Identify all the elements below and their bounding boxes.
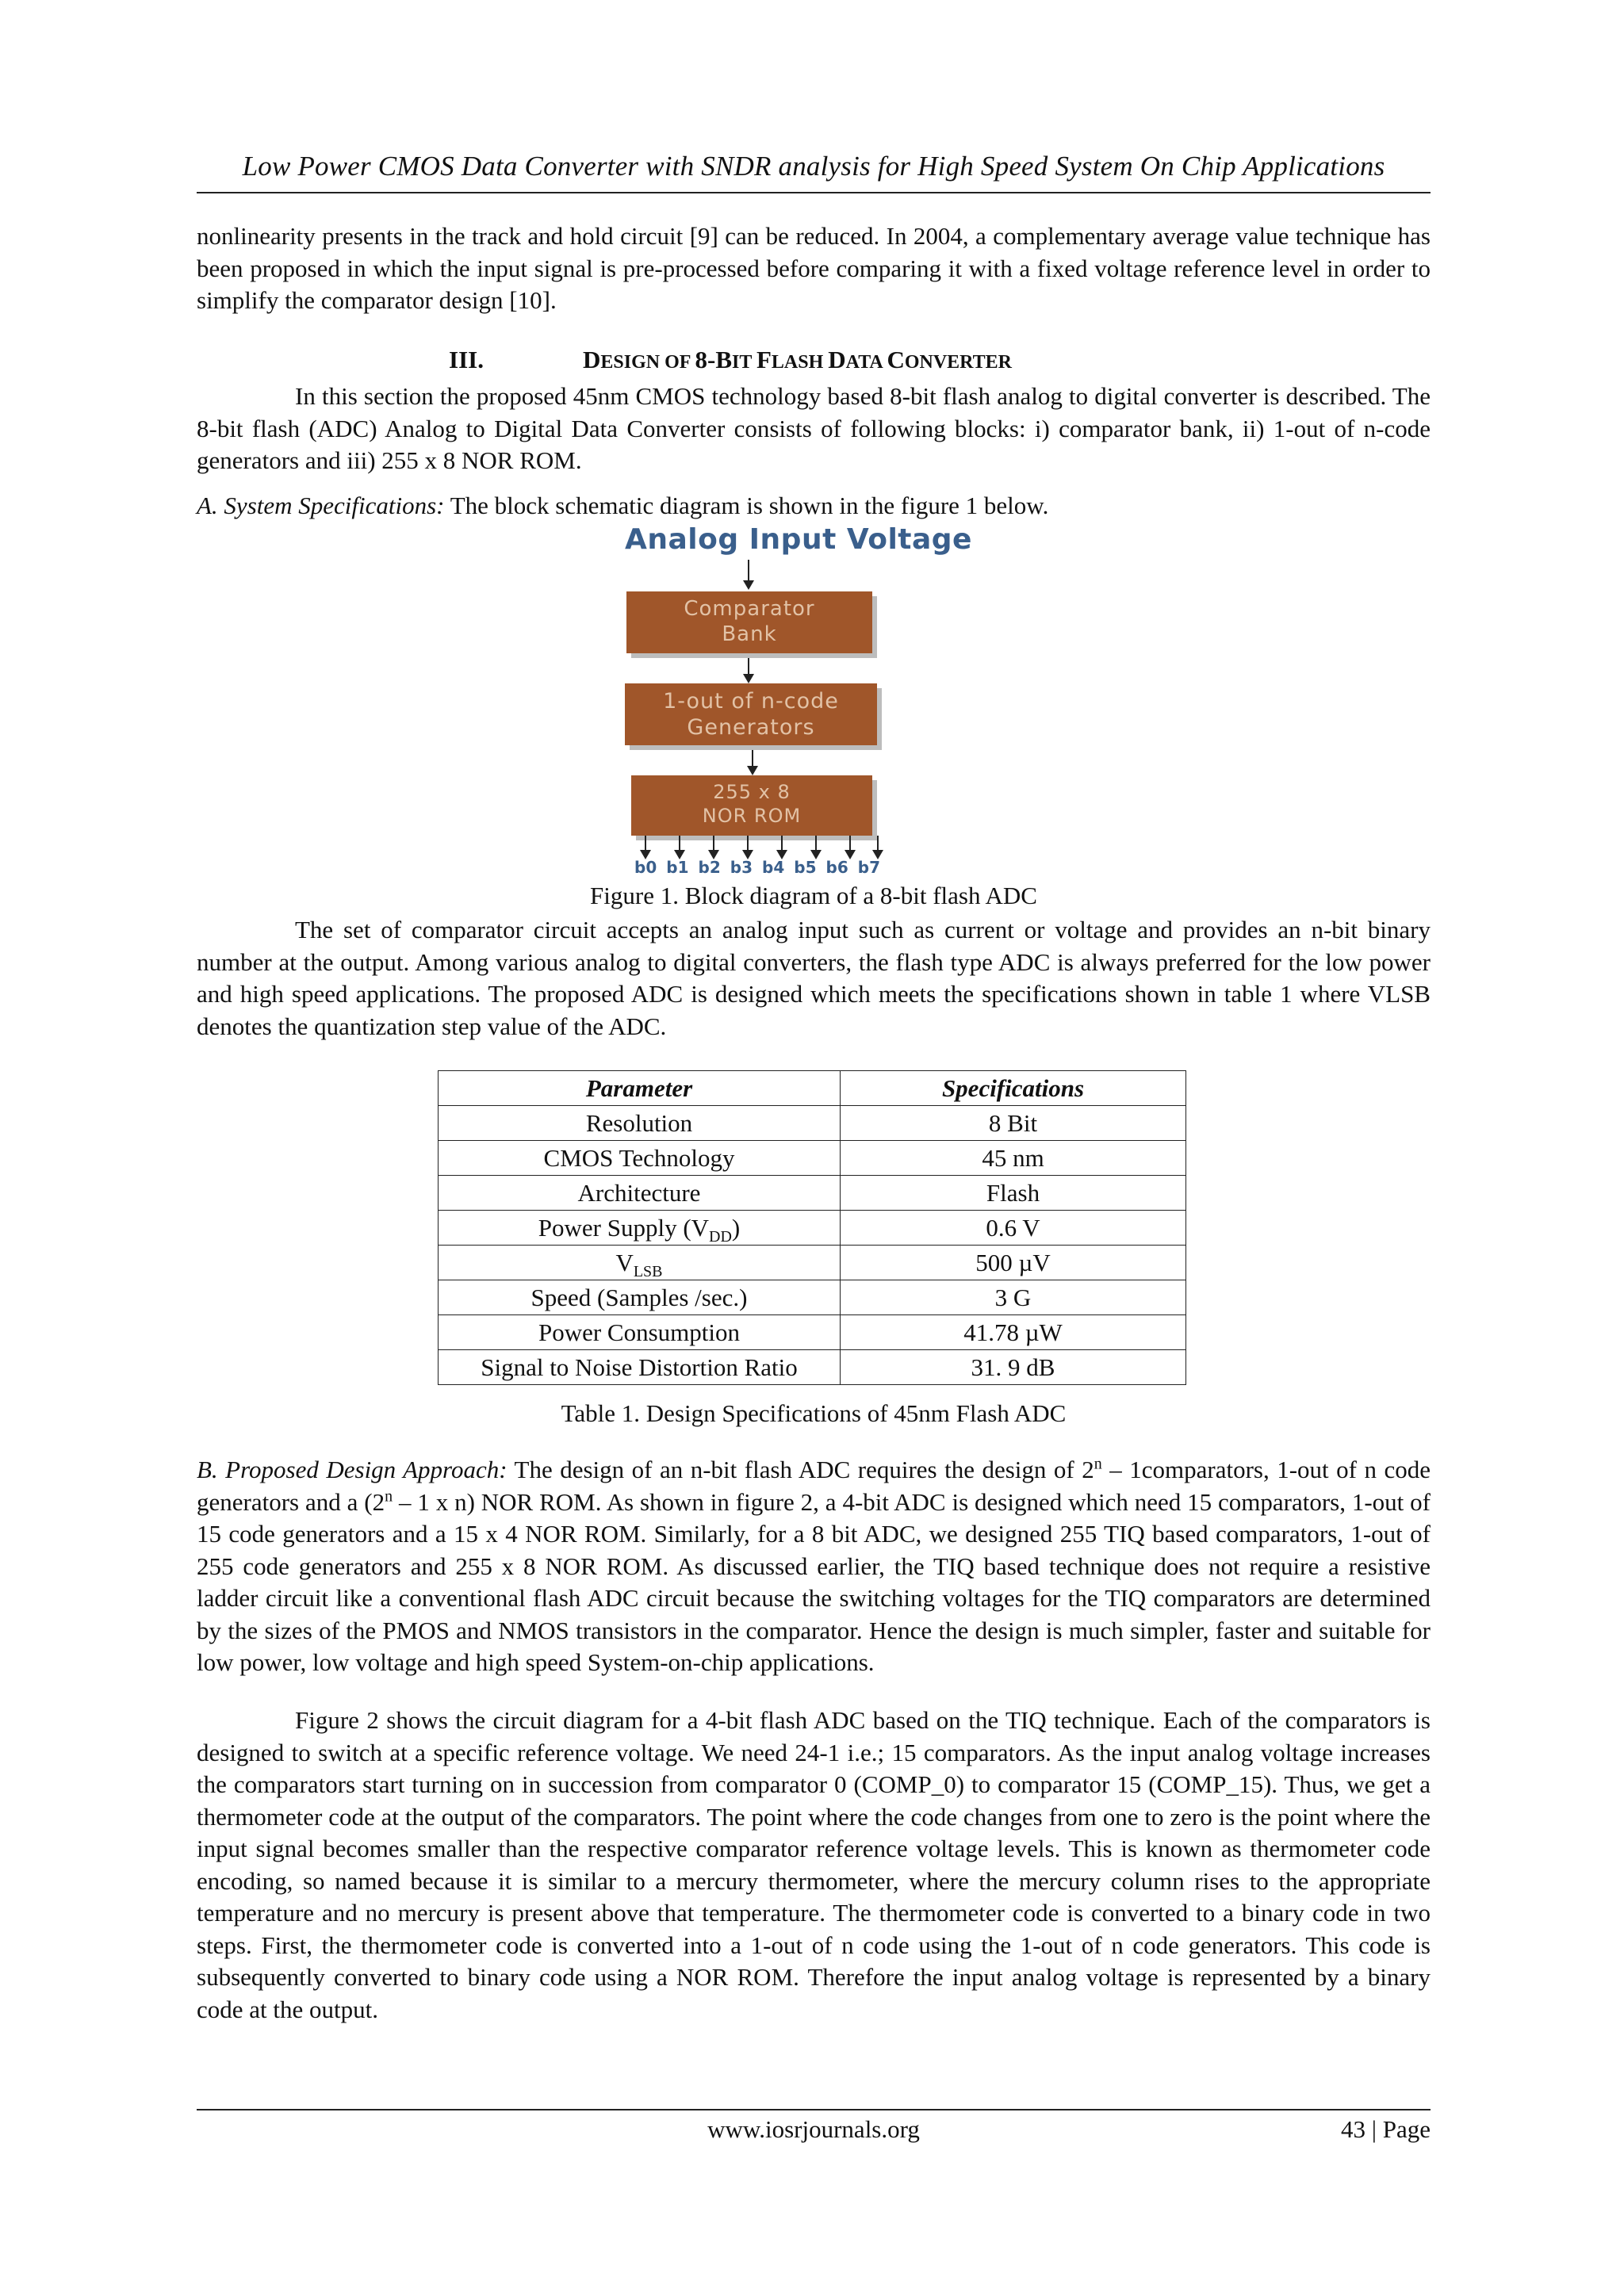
arrowhead-input [743, 580, 754, 590]
table-cell: 8 Bit [841, 1106, 1186, 1141]
output-arrow [815, 836, 817, 851]
arrow-1 [748, 658, 749, 675]
table-row [439, 1176, 1186, 1211]
table-cell: Power Supply $(V_{DD})$ [439, 1211, 841, 1246]
output-arrow [645, 836, 646, 851]
figure-caption: Figure 1. Block diagram of a 8-bit flash ADC [590, 882, 1037, 909]
table-cell: Signal to Noise Distortion Ratio [439, 1350, 841, 1385]
table-row [439, 1280, 1186, 1315]
final-paragraph: Figure 2 shows the circuit diagram for a 4-bit flash ADC based on the TIQ technique. Each of the comparators is designed to switch at a specific reference voltage. We need 24-1 i.e.; 15 comparators. As the input analog voltage increases the comparators start turning on in succession from comparator 0 (COMP_0) to comparator 15 (COMP_15). Thus, we get a thermometer code at the output of the comparators. The point where the code changes from one to zero is the point where the input signal becomes smaller than the respective comparator reference voltage levels. This is known as thermometer code encoding, so named because it is similar to a mercury thermometer, where the mercury column rises to the appropriate temperature and no mercury is present above that temperature. The thermometer code is converted to a binary code in two steps. First, the thermometer code is converted into a 1-out of n code using the 1-out of n code generators. This code is subsequently converted to binary code using a NOR ROM. Therefore the input analog voltage is represented by a binary code at the output. [197, 1706, 1431, 2023]
subsection-a-text: The block schematic diagram is shown in the figure 1 below. [444, 492, 1049, 519]
output-arrow [877, 836, 879, 851]
comparator-bank-block: Comparator Bank [626, 591, 872, 653]
figure-input-label: Analog Input Voltage [625, 523, 972, 556]
table-row [439, 1246, 1186, 1280]
table-header: Specifications [841, 1071, 1186, 1106]
table-cell: Speed (Samples /sec.) [439, 1280, 841, 1315]
table-cell: Power Consumption [439, 1315, 841, 1350]
output-bit-labels [634, 858, 880, 880]
table-header: Parameter [439, 1071, 841, 1106]
section-title: DESIGN OF 8-BIT FLASH DATA CONVERTER [583, 346, 1013, 373]
table-cell: 41.78 µW [841, 1315, 1186, 1350]
output-arrow [679, 836, 680, 851]
table-cell: 45 nm [841, 1141, 1186, 1176]
arrow-input [748, 560, 749, 582]
output-arrow [781, 836, 783, 851]
bit-label: b2 [698, 858, 721, 877]
footer-rule [197, 2109, 1431, 2110]
intro-paragraph: nonlinearity presents in the track and hold circuit [9] can be reduced. In 2004, a complementary average value technique has been proposed in which the input signal is pre-processed before comparing it with a fixed voltage reference level in order to simplify the comparator design [10]. [197, 222, 1431, 314]
bit-label: b4 [762, 858, 785, 877]
specifications-table [438, 1070, 1186, 1385]
arrowhead-2 [747, 766, 758, 775]
table-row [439, 1350, 1186, 1385]
figure-discussion-paragraph: The set of comparator circuit accepts an analog input such as current or voltage and provides an n-bit binary number at the output. Among various analog to digital converters, the flash type ADC is always preferred for the low power and high speed applications. The proposed ADC is designed which meets the specifications shown in table 1 where VLSB denotes the quantization step value of the ADC. [197, 916, 1431, 1040]
table-cell: 3 G [841, 1280, 1186, 1315]
bit-label: b5 [794, 858, 817, 877]
table-cell: Architecture [439, 1176, 841, 1211]
subsection-b-paragraph: B. Proposed Design Approach: The design of an n-bit flash ADC requires the design of 2$^n$ – 1comparators, 1-out of n code generators and a (2$^n$ – 1 x n) NOR ROM. As shown in figure 2, a 4-bit ADC is designed which need 15 comparators, 1-out of 15 code generators and a 15 x 4 NOR ROM. Similarly, for a 8 bit ADC, we designed 255 TIQ based comparators, 1-out of 255 code generators and 255 x 8 NOR ROM. As discussed earlier, the TIQ based technique does not require a resistive ladder circuit like a conventional flash ADC circuit because the switching voltages for the TIQ comparators are determined by the sizes of the PMOS and NMOS transistors in the comparator. Hence the design is much simpler, faster and suitable for low power, low voltage and high speed System-on-chip applications. [197, 1455, 1431, 1676]
section-number: III. [449, 346, 484, 373]
nor-rom-block: 255 x 8 NOR ROM [631, 775, 872, 836]
footer-url[interactable]: www.iosrjournals.org [707, 2115, 920, 2143]
table-cell: CMOS Technology [439, 1141, 841, 1176]
table-row [439, 1211, 1186, 1246]
table-row [439, 1315, 1186, 1350]
bit-label: b3 [730, 858, 753, 877]
table-cell: 500 µV [841, 1246, 1186, 1280]
subsection-a-label: A. System Specifications: [197, 492, 445, 519]
arrowhead-1 [743, 674, 754, 683]
table-cell: 31. 9 dB [841, 1350, 1186, 1385]
header-rule [197, 192, 1431, 193]
table-row [439, 1106, 1186, 1141]
bit-label: b1 [666, 858, 689, 877]
code-generator-block: 1-out of n-code Generators [625, 683, 877, 745]
subsection-b-label: B. Proposed Design Approach: [197, 1456, 508, 1483]
output-arrow [849, 836, 851, 851]
table-caption: Table 1. Design Specifications of 45nm Flash ADC [561, 1399, 1067, 1427]
table-row [439, 1141, 1186, 1176]
table-header-row [439, 1071, 1186, 1106]
running-head: Low Power CMOS Data Converter with SNDR analysis for High Speed System On Chip Applications [242, 151, 1385, 182]
table-cell: Resolution [439, 1106, 841, 1141]
bit-label: b7 [857, 858, 880, 877]
table-cell: 0.6 V [841, 1211, 1186, 1246]
bit-label: b6 [825, 858, 848, 877]
output-arrow [713, 836, 714, 851]
bit-label: b0 [634, 858, 657, 877]
block-diagram-figure [197, 515, 1431, 880]
output-arrow [747, 836, 749, 851]
table-cell: Flash [841, 1176, 1186, 1211]
arrow-2 [752, 750, 753, 767]
table-cell: $V_{LSB}$ [439, 1246, 841, 1280]
page-number: 43 | Page [1341, 2115, 1431, 2143]
section-paragraph: In this section the proposed 45nm CMOS technology based 8-bit flash analog to digital converter is described. The 8-bit flash (ADC) Analog to Digital Data Converter consists of following blocks: i) comparator bank, ii) 1-out of n-code generators and iii) 255 x 8 NOR ROM. [197, 382, 1431, 474]
